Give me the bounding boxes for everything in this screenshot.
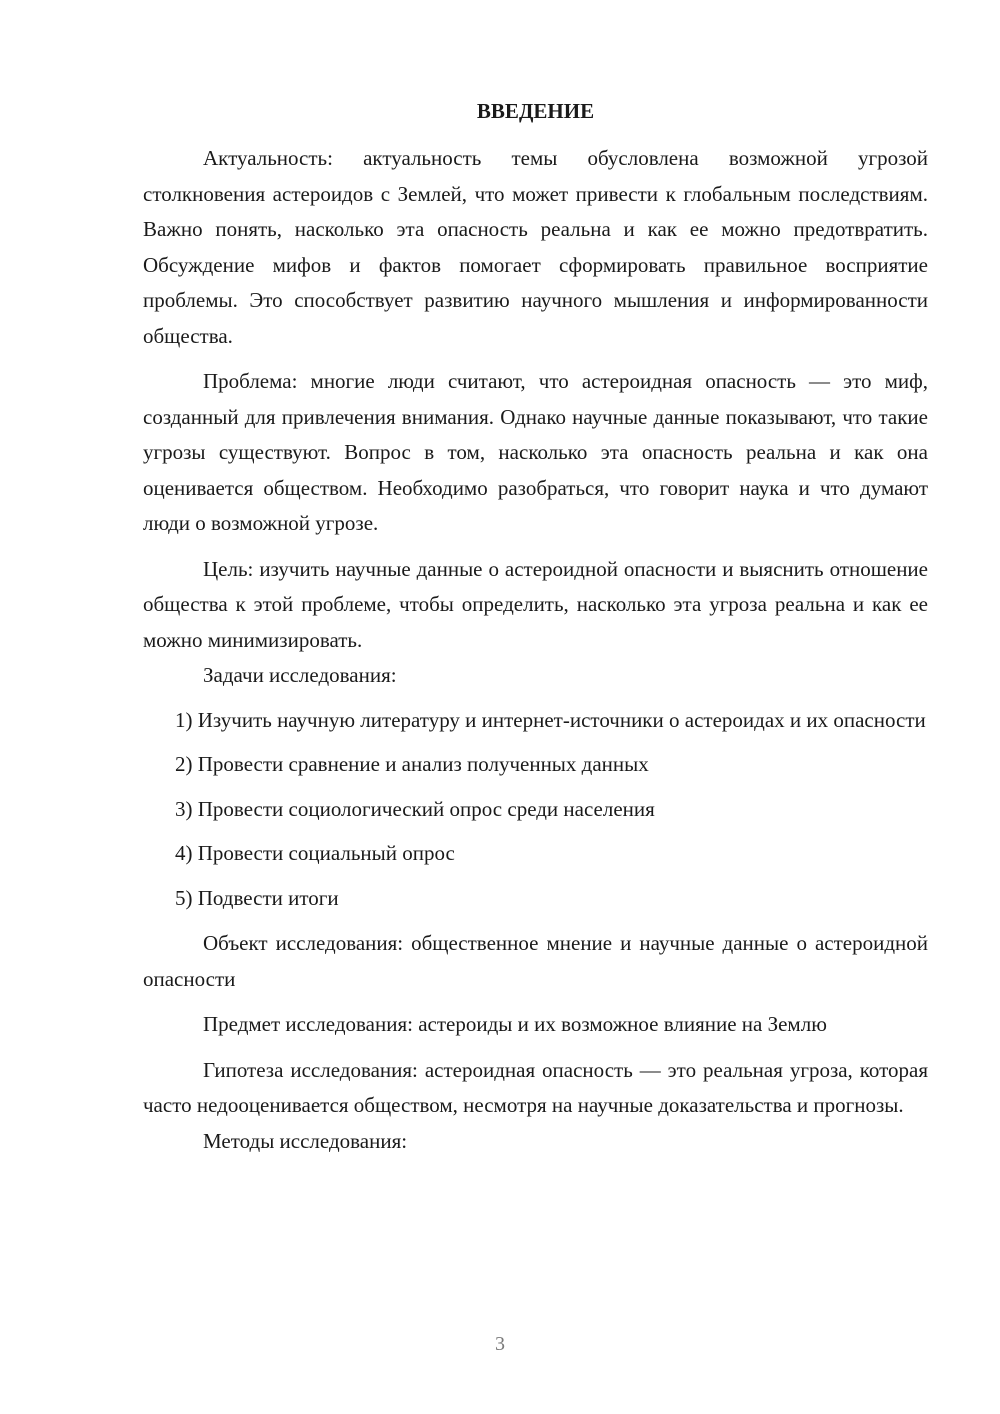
section-heading: ВВЕДЕНИЕ [476,99,595,123]
tasks-title: Задачи исследования: [203,663,397,687]
document-body [143,141,928,1159]
paragraph-hypothesis: Гипотеза исследования: астероидная опасность — это реальная угроза, которая часто недооценивается обществом, несмотря на научные доказательства и прогнозы. [143,1057,928,1117]
paragraph-goal: Цель: изучить научные данные о астероидной опасности и выяснить отношение общества к этой проблеме, чтобы определить, насколько эта угроза реальна и как ее можно минимизировать. [143,556,928,652]
list-item: 3) Провести социологический опрос среди населения [175,796,655,821]
paragraph-relevance: Актуальность: актуальность темы обусловлена возможной угрозой столкновения астероидов с Землей, что может привести к глобальным последствиям. Важно понять, насколько эта опасность реальна и как ее можно предотвратить. Обсуждение мифов и фактов помогает сформировать правильное восприятие проблемы. Это способствует развитию научного мышления и информированности общества. [143,146,928,348]
paragraph-object: Объект исследования: общественное мнение и научные данные о астероидной опасности [143,931,928,991]
list-item: 5) Подвести итоги [175,885,339,910]
paragraph-subject: Предмет исследования: астероиды и их возможное влияние на Землю [203,1012,827,1036]
list-item: 4) Провести социальный опрос [175,841,455,865]
page-number: 3 [495,1333,505,1355]
list-item: 2) Провести сравнение и анализ полученных данных [175,752,649,776]
tasks-list [143,703,928,917]
list-item: 1) Изучить научную литературу и интернет-источники о астероидах и их опасности [175,707,926,732]
paragraph-problem: Проблема: многие люди считают, что астероидная опасность — это миф, созданный для привлечения внимания. Однако научные данные показывают, что такие угрозы существуют. Вопрос в том, насколько эта опасность реальна и как она оценивается обществом. Необходимо разобраться, что говорит наука и что думают люди о возможной угрозе. [143,369,928,535]
methods-title: Методы исследования: [203,1128,408,1153]
